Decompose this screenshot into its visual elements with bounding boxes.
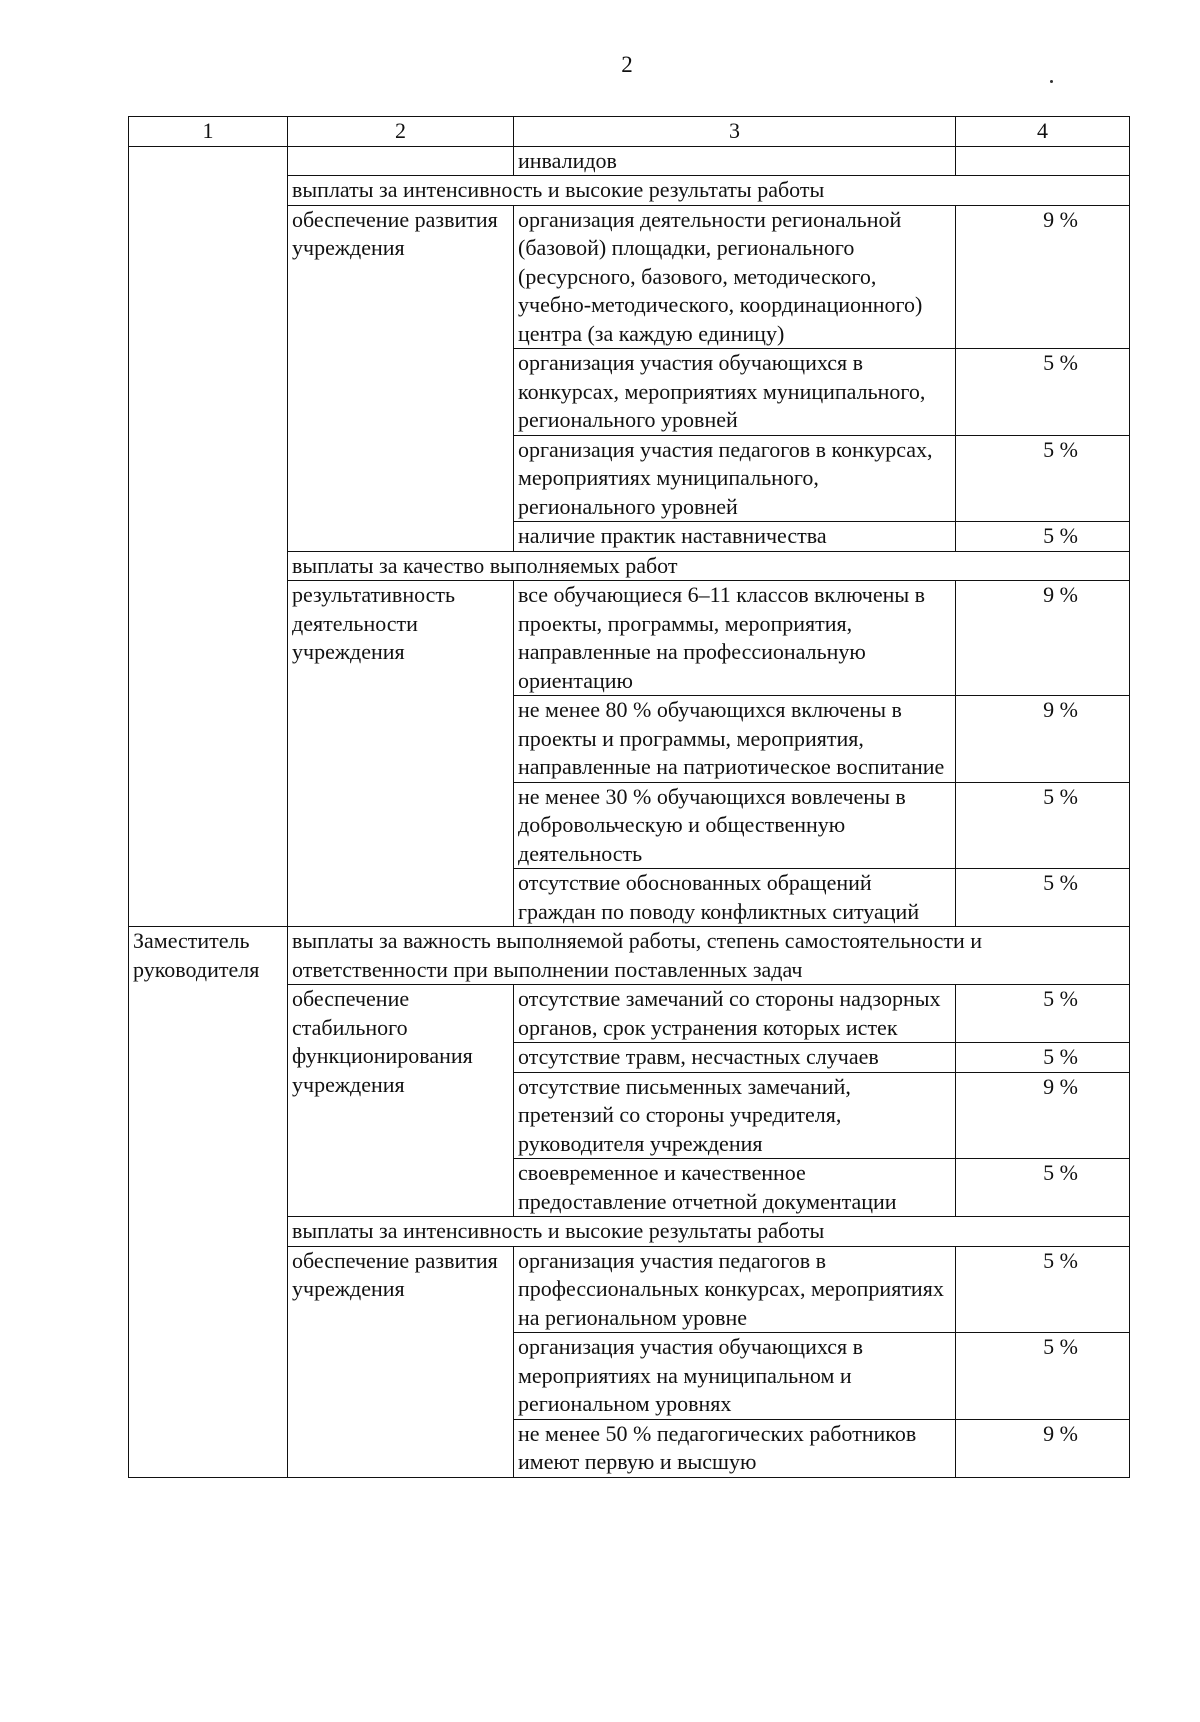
indicator-cell: организация участия педагогов в конкурсах, мероприятиях муниципального, регионального уровней: [514, 435, 956, 522]
indicator-cell: отсутствие обоснованных обращений граждан по поводу конфликтных ситуаций: [514, 869, 956, 927]
criteria-table: [128, 116, 1130, 927]
value-cell: 9 %: [956, 205, 1130, 349]
section-row: [129, 927, 1130, 985]
criterion-development-2: обеспечение развития учреждения: [288, 1246, 514, 1477]
value-cell: 5 %: [956, 522, 1130, 552]
indicator-cell: отсутствие письменных замечаний, претензий со стороны учредителя, руководителя учреждения: [514, 1072, 956, 1159]
indicator-cell: отсутствие травм, несчастных случаев: [514, 1043, 956, 1073]
value-cell: 5 %: [956, 1159, 1130, 1217]
indicator-cell: организация участия обучающихся в конкурсах, мероприятиях муниципального, регионального уровней: [514, 349, 956, 436]
indicator-cell: организация деятельности региональной (базовой) площадки, регионального (ресурсного, базового, методического, учебно-методического, координационного) центра (за каждую единицу): [514, 205, 956, 349]
header-row: [129, 117, 1130, 147]
value-cell: 5 %: [956, 869, 1130, 927]
page-number: 2: [621, 52, 633, 77]
header-cell-3: 3: [514, 117, 956, 147]
indicator-cell: не менее 30 % обучающихся вовлечены в добровольческую и общественную деятельность: [514, 782, 956, 869]
indicator-cell: организация участия обучающихся в мероприятиях на муниципальном и региональном уровнях: [514, 1333, 956, 1420]
value-cell: 9 %: [956, 1072, 1130, 1159]
table-row: [129, 146, 1130, 176]
indicator-cell: наличие практик наставничества: [514, 522, 956, 552]
value-cell: 5 %: [956, 349, 1130, 436]
indicator-cell: отсутствие замечаний со стороны надзорных органов, срок устранения которых истек: [514, 985, 956, 1043]
value-cell: 5 %: [956, 1333, 1130, 1420]
value-cell: 5 %: [956, 985, 1130, 1043]
value-cell: 5 %: [956, 1246, 1130, 1333]
criterion-cell-empty: [288, 146, 514, 176]
value-cell: 9 %: [956, 1419, 1130, 1477]
indicator-cell: своевременное и качественное предоставление отчетной документации: [514, 1159, 956, 1217]
indicator-cell: не менее 80 % обучающихся включены в проекты и программы, мероприятия, направленные на патриотическое воспитание: [514, 696, 956, 783]
value-cell-empty: [956, 146, 1130, 176]
section-title-importance: выплаты за важность выполняемой работы, степень самостоятельности и ответственности при выполнении поставленных задач: [288, 927, 1130, 985]
indicator-cell: инвалидов: [514, 146, 956, 176]
scan-speck: [1050, 80, 1053, 83]
indicator-cell: организация участия педагогов в профессиональных конкурсах, мероприятиях на региональном уровне: [514, 1246, 956, 1333]
position-deputy: Заместитель руководителя: [129, 927, 288, 1478]
value-cell: 9 %: [956, 696, 1130, 783]
criterion-development: обеспечение развития учреждения: [288, 205, 514, 551]
value-cell: 5 %: [956, 782, 1130, 869]
criterion-results: результативность деятельности учреждения: [288, 581, 514, 927]
criteria-table-deputy: [128, 926, 1130, 1478]
indicator-cell: все обучающиеся 6–11 классов включены в проекты, программы, мероприятия, направленные на профессиональную ориентацию: [514, 581, 956, 696]
indicator-cell: не менее 50 % педагогических работников имеют первую и высшую: [514, 1419, 956, 1477]
position-cell-empty: [129, 146, 288, 927]
section-title-intensity-2: выплаты за интенсивность и высокие результаты работы: [288, 1217, 1130, 1247]
value-cell: 9 %: [956, 581, 1130, 696]
header-cell-4: 4: [956, 117, 1130, 147]
header-cell-2: 2: [288, 117, 514, 147]
section-title-intensity: выплаты за интенсивность и высокие результаты работы: [288, 176, 1130, 206]
value-cell: 5 %: [956, 1043, 1130, 1073]
header-cell-1: 1: [129, 117, 288, 147]
value-cell: 5 %: [956, 435, 1130, 522]
section-title-quality: выплаты за качество выполняемых работ: [288, 551, 1130, 581]
criterion-stable: обеспечение стабильного функционирования учреждения: [288, 985, 514, 1217]
